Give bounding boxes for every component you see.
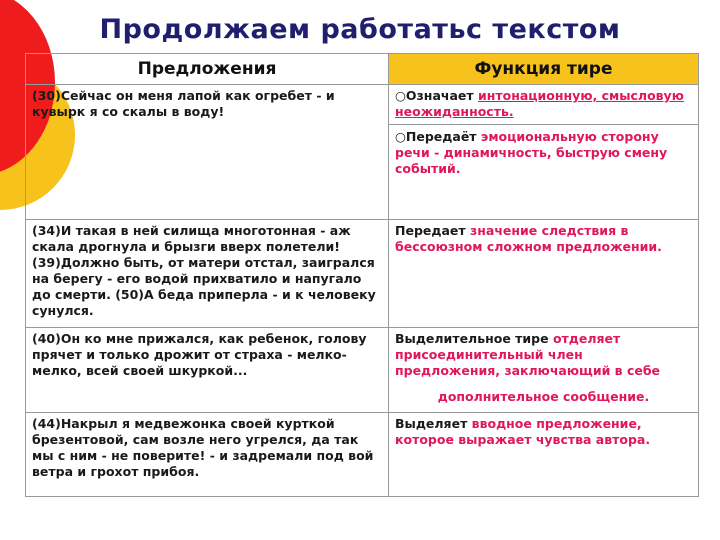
sentence-cell	[26, 413, 389, 497]
function-cell: Выделительное тире отделяет присоединительный член предложения, заключающий в себе дополнительное сообщение.	[389, 328, 699, 413]
sentence-text: (44)Накрыл я медвежонка своей курткой брезентовой, сам возле него угрелся, да так мы с ним - не поверите! - и задремали под вой ветра и грохот прибоя.	[32, 416, 374, 479]
sentence-cell	[26, 220, 389, 328]
function-cell: Выделяет вводное предложение, которое выражает чувства автора.	[389, 413, 699, 497]
inner-divider	[389, 124, 698, 125]
sentence-cell	[26, 85, 389, 220]
table-row	[26, 413, 699, 497]
content-table	[25, 53, 699, 497]
table-row	[26, 85, 699, 220]
sentence-text: (30)Сейчас он меня лапой как огребет - и кувырк я со скалы в воду!	[32, 88, 335, 119]
header-dash-function: Функция тире	[389, 54, 699, 85]
function-cell: Передает значение следствия в бессоюзном сложном предложении.	[389, 220, 699, 328]
table-header-row	[26, 54, 699, 85]
function-cell	[389, 85, 699, 220]
slide-title: Продолжаем работатьс текстом	[99, 14, 621, 45]
function-item: ○Означает интонационную, смысловую неожиданность.	[395, 88, 684, 119]
sentence-cell	[26, 328, 389, 413]
bullet-icon: ○	[395, 88, 406, 103]
function-item: ○Передаёт эмоциональную сторону речи - динамичность, быструю смену событий.	[395, 129, 668, 176]
table-row	[26, 220, 699, 328]
table-row	[26, 328, 699, 413]
bullet-icon: ○	[395, 129, 406, 144]
header-sentences: Предложения	[26, 54, 389, 85]
sentence-text: (40)Он ко мне прижался, как ребенок, голову прячет и только дрожит от страха - мелко-мелко, всей своей шкуркой...	[32, 331, 367, 378]
sentence-text: (34)И такая в ней силища многотонная - аж скала дрогнула и брызги вверх полетели! (39)Должно быть, от матери отстал, заигрался на берегу - его водой прихватило и напугало до смерти. (50)А беда приперла - и к человеку сунулся.	[32, 223, 376, 318]
